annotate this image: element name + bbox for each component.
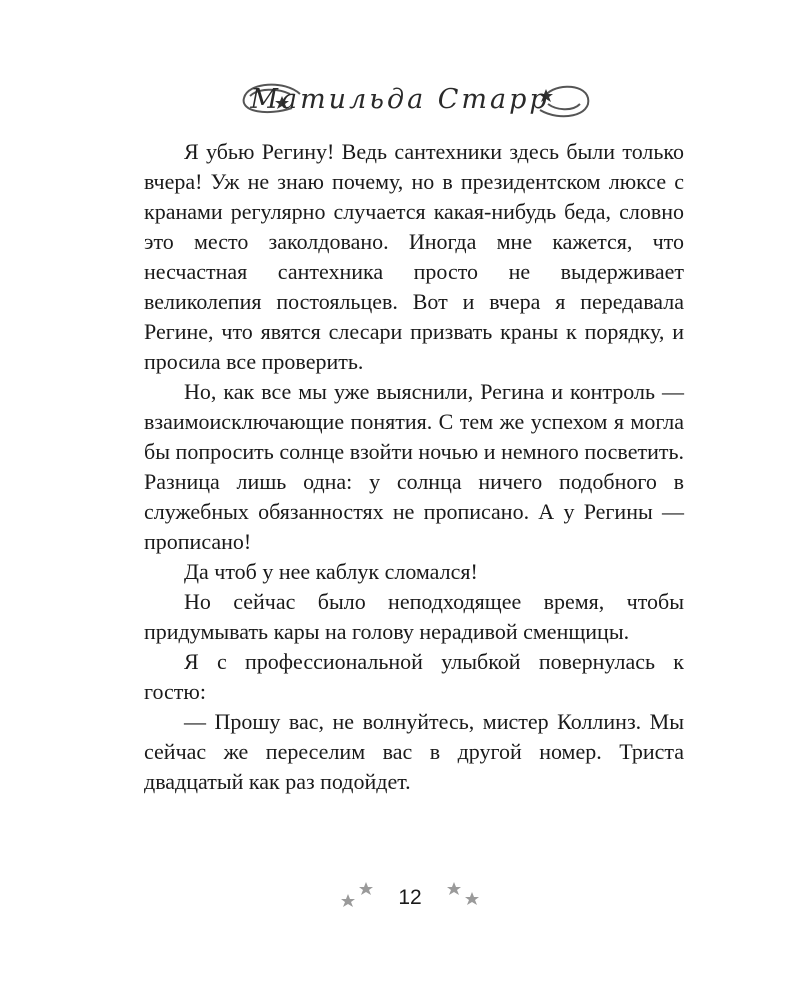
paragraph: Я убью Регину! Ведь сантехники здесь были только вчера! Уж не знаю почему, но в президентском люксе с кранами регулярно случается какая-нибудь беда, словно это место заколдовано. Иногда мне кажется, что несчастная сантехника просто не выдерживает великолепия постояльцев. Вот и вчера я передавала Регине, что явятся слесари призвать краны к порядку, и просила все проверить. xyxy=(144,139,684,374)
paragraph: Я с профессиональной улыбкой повернулась к гостю: xyxy=(144,649,684,704)
paragraph: — Прошу вас, не волнуйтесь, мистер Коллинз. Мы сейчас же переселим вас в другой номер. Триста двадцатый как раз подойдет. xyxy=(144,709,684,794)
author-name: Матильда Старр xyxy=(250,84,550,115)
paragraph: Но сейчас было неподходящее время, чтобы придумывать кары на голову нерадивой сменщицы. xyxy=(144,589,684,644)
page-footer xyxy=(0,880,800,920)
paragraph: Но, как все мы уже выяснили, Регина и контроль — взаимоисключающие понятия. С тем же успехом я могла бы попросить солнце взойти ночью и немного посветить. Разница лишь одна: у солнца ничего подобного в служебных обязанностях не прописано. А у Регины — прописано! xyxy=(144,379,684,554)
paragraph: Да чтоб у нее каблук сломался! xyxy=(184,559,478,584)
page-body xyxy=(144,137,684,797)
right-stars-icon xyxy=(440,880,490,910)
page-number: 12 xyxy=(398,886,422,909)
running-header xyxy=(0,76,800,126)
